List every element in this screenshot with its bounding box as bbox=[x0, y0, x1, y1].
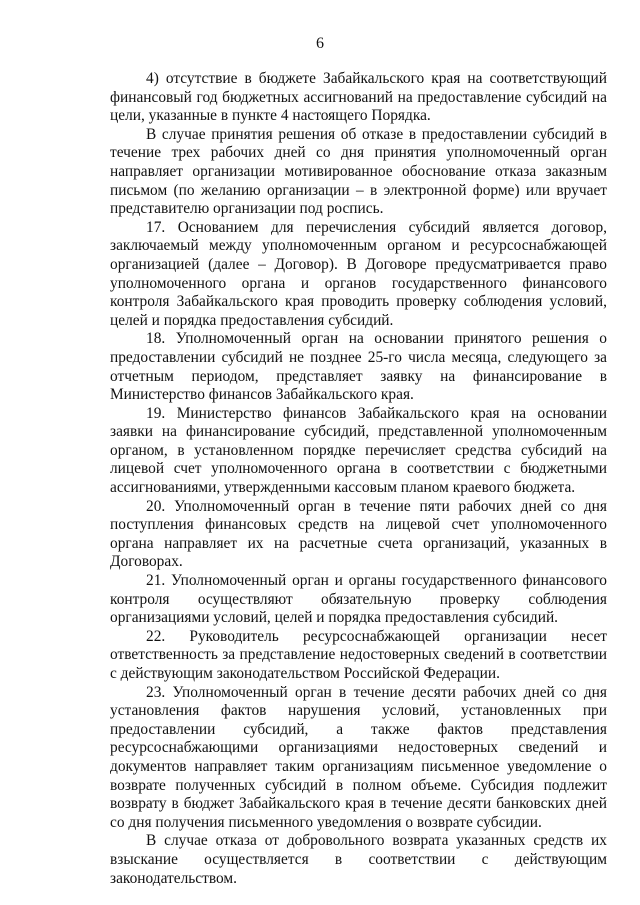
document-body bbox=[110, 70, 607, 888]
paragraph-20-payment-to-organizations: 20. Уполномоченный орган в течение пяти рабочих дней со дня поступления финансовых средств на лицевой счет уполномоченного органа направляет их на расчетные счета организаций, указанных в Договорах. bbox=[110, 497, 607, 571]
paragraph-item-4-no-budget-allocation: 4) отсутствие в бюджете Забайкальского края на соответствующий финансовый год бюджетных ассигнований на предоставление субсидий на цели, указанные в пункте 4 настоящего Порядка. bbox=[110, 70, 607, 125]
paragraph-21-compliance-check: 21. Уполномоченный орган и органы государственного финансового контроля осуществляют обязательную проверку соблюдения организациями условий, целей и порядка предоставления субсидий. bbox=[110, 572, 607, 627]
paragraph-22-responsibility: 22. Руководитель ресурсоснабжающей организации несет ответственность за представление недостоверных сведений в соответствии с действующим законодательством Российской Федерации. bbox=[110, 627, 607, 682]
paragraph-17-agreement: 17. Основанием для перечисления субсидий является договор, заключаемый между уполномоченным органом и ресурсоснабжающей организацией (далее – Договор). В Договоре предусматривается право уполномоченного органа и органов государственного финансового контроля Забайкальского края проводить проверку соблюдения условий, целей и порядка предоставления субсидий. bbox=[110, 218, 607, 329]
paragraph-23-return-notice: 23. Уполномоченный орган в течение десяти рабочих дней со дня установления фактов нарушения условий, установленных при предоставлении субсидий, а также фактов представления ресурсоснабжающими организациями недостоверных сведений и документов направляет таким организациям письменное уведомление о возврате полученных субсидий в полном объеме. Субсидия подлежит возврату в бюджет Забайкальского края в течение десяти банковских дней со дня получения письменного уведомления о возврате субсидии. bbox=[110, 683, 607, 831]
paragraph-19-ministry-transfer: 19. Министерство финансов Забайкальского края на основании заявки на финансирование субсидий, представленной уполномоченным органом, в установленном порядке перечисляет средства субсидий на лицевой счет уполномоченного органа в соответствии с бюджетными ассигнованиями, утвержденными кассовым планом краевого бюджета. bbox=[110, 404, 607, 497]
paragraph-refusal-notification: В случае принятия решения об отказе в предоставлении субсидий в течение трех рабочих дней со дня принятия уполномоченный орган направляет организации мотивированное обоснование отказа заказным письмом (по желанию организации – в электронной форме) или вручает представителю организации под роспись. bbox=[110, 125, 607, 218]
page-number: 6 bbox=[316, 35, 324, 52]
paragraph-enforced-recovery: В случае отказа от добровольного возврата указанных средств их взыскание осуществляется в соответствии с действующим законодательством. bbox=[110, 832, 607, 887]
paragraph-18-funding-request: 18. Уполномоченный орган на основании принятого решения о предоставлении субсидий не позднее 25-го числа месяца, следующего за отчетным периодом, представляет заявку на финансирование в Министерство финансов Забайкальского края. bbox=[110, 330, 607, 404]
